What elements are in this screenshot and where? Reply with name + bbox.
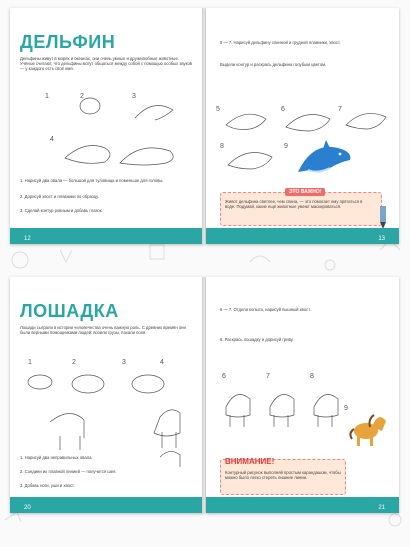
step-text: 3. Сделай контур ровным и добавь глазок. [20,208,103,213]
step-number: 3 [122,359,126,366]
dolphin-colored-icon [294,136,354,181]
step-number: 4 [160,359,164,366]
attention-note-text: Контурный рисунок выполняй простым карандашом, чтобы можно было легко стереть лишние линии. [225,470,341,481]
page-title: ДЕЛЬФИН [20,32,116,52]
hint-text: Выдели контур и раскрась дельфина голубым цветом. [220,62,327,67]
dolphin-step-drawings [10,88,200,178]
page-footer-band [10,497,203,513]
step-text: 3. Добавь ноги, уши и хвост. [20,483,75,488]
important-note-title: ЭТО ВАЖНО! [285,188,325,196]
step-number: 8 [220,143,224,150]
horse-colored-icon [348,409,388,451]
step-number: 1 [28,359,32,366]
step-number: 6 [281,106,285,113]
step-number: 7 [338,106,342,113]
step-text: 2. Соедини их плавной линией — получится шея. [20,469,117,474]
step-number: 7 [266,373,270,380]
horse-left-page [10,277,204,513]
page-footer-band [206,497,399,513]
step-text: 1. Нарисуй два неправильных овала. [20,455,93,460]
step-number: 5 [216,106,220,113]
bottom-book-spread [10,277,400,513]
step-text: 2. Дорисуй хвост и плавники по образцу. [20,194,100,199]
page-number: 21 [378,505,385,511]
important-note-text: Живот дельфина светлее, чем спина, — это помогает ему прятаться в воде. Подумай, какие ещё животные умеют маскироваться. [225,199,363,210]
attention-note-title: ВНИМАНИЕ! [225,457,275,466]
step-number: 1 [45,93,49,100]
step-number: 9 [284,143,288,150]
page-title: ЛОШАДКА [20,301,119,321]
attention-note-box [220,459,346,495]
step-number: 9 [344,405,348,412]
dolphin-right-page [206,8,399,244]
intro-text: Лошади сыграли в истории человечества очень важную роль. С древних времён они были верными помощниками людей: возили грузы, пахали поля. [20,325,186,336]
page-footer-band [10,228,203,244]
step-number: 3 [132,93,136,100]
hint-text: 8. Раскрась лошадку и дорисуй гриву. [220,337,294,342]
step-text: 1. Нарисуй два овала — большой для туловища и поменьше для головы. [20,178,164,183]
intro-text: Дельфины живут в морях и океанах, они очень умные и дружелюбные животные. Учёные считают, что дельфины могут общаться между собой с помощью особых звуков — у каждого есть своё имя. [20,56,192,72]
intro-text: 5 — 7. Нарисуй дельфину спинной и грудной плавники, хвост. [220,40,341,45]
page-number: 13 [378,236,385,242]
page-number: 20 [24,505,31,511]
horse-right-page [206,277,399,513]
step-number: 8 [310,373,314,380]
important-note-box [220,189,382,226]
step-number: 2 [80,93,84,100]
top-book-spread [10,8,400,244]
step-number: 6 [222,373,226,380]
page-number: 12 [24,236,31,242]
dolphin-left-page [10,8,204,244]
page-footer-band [206,228,399,244]
pencil-icon [374,206,392,230]
step-number: 4 [50,136,54,143]
intro-text: 6 — 7. Отдели копыта, нарисуй пышный хвост. [220,307,311,312]
step-number: 2 [72,359,76,366]
